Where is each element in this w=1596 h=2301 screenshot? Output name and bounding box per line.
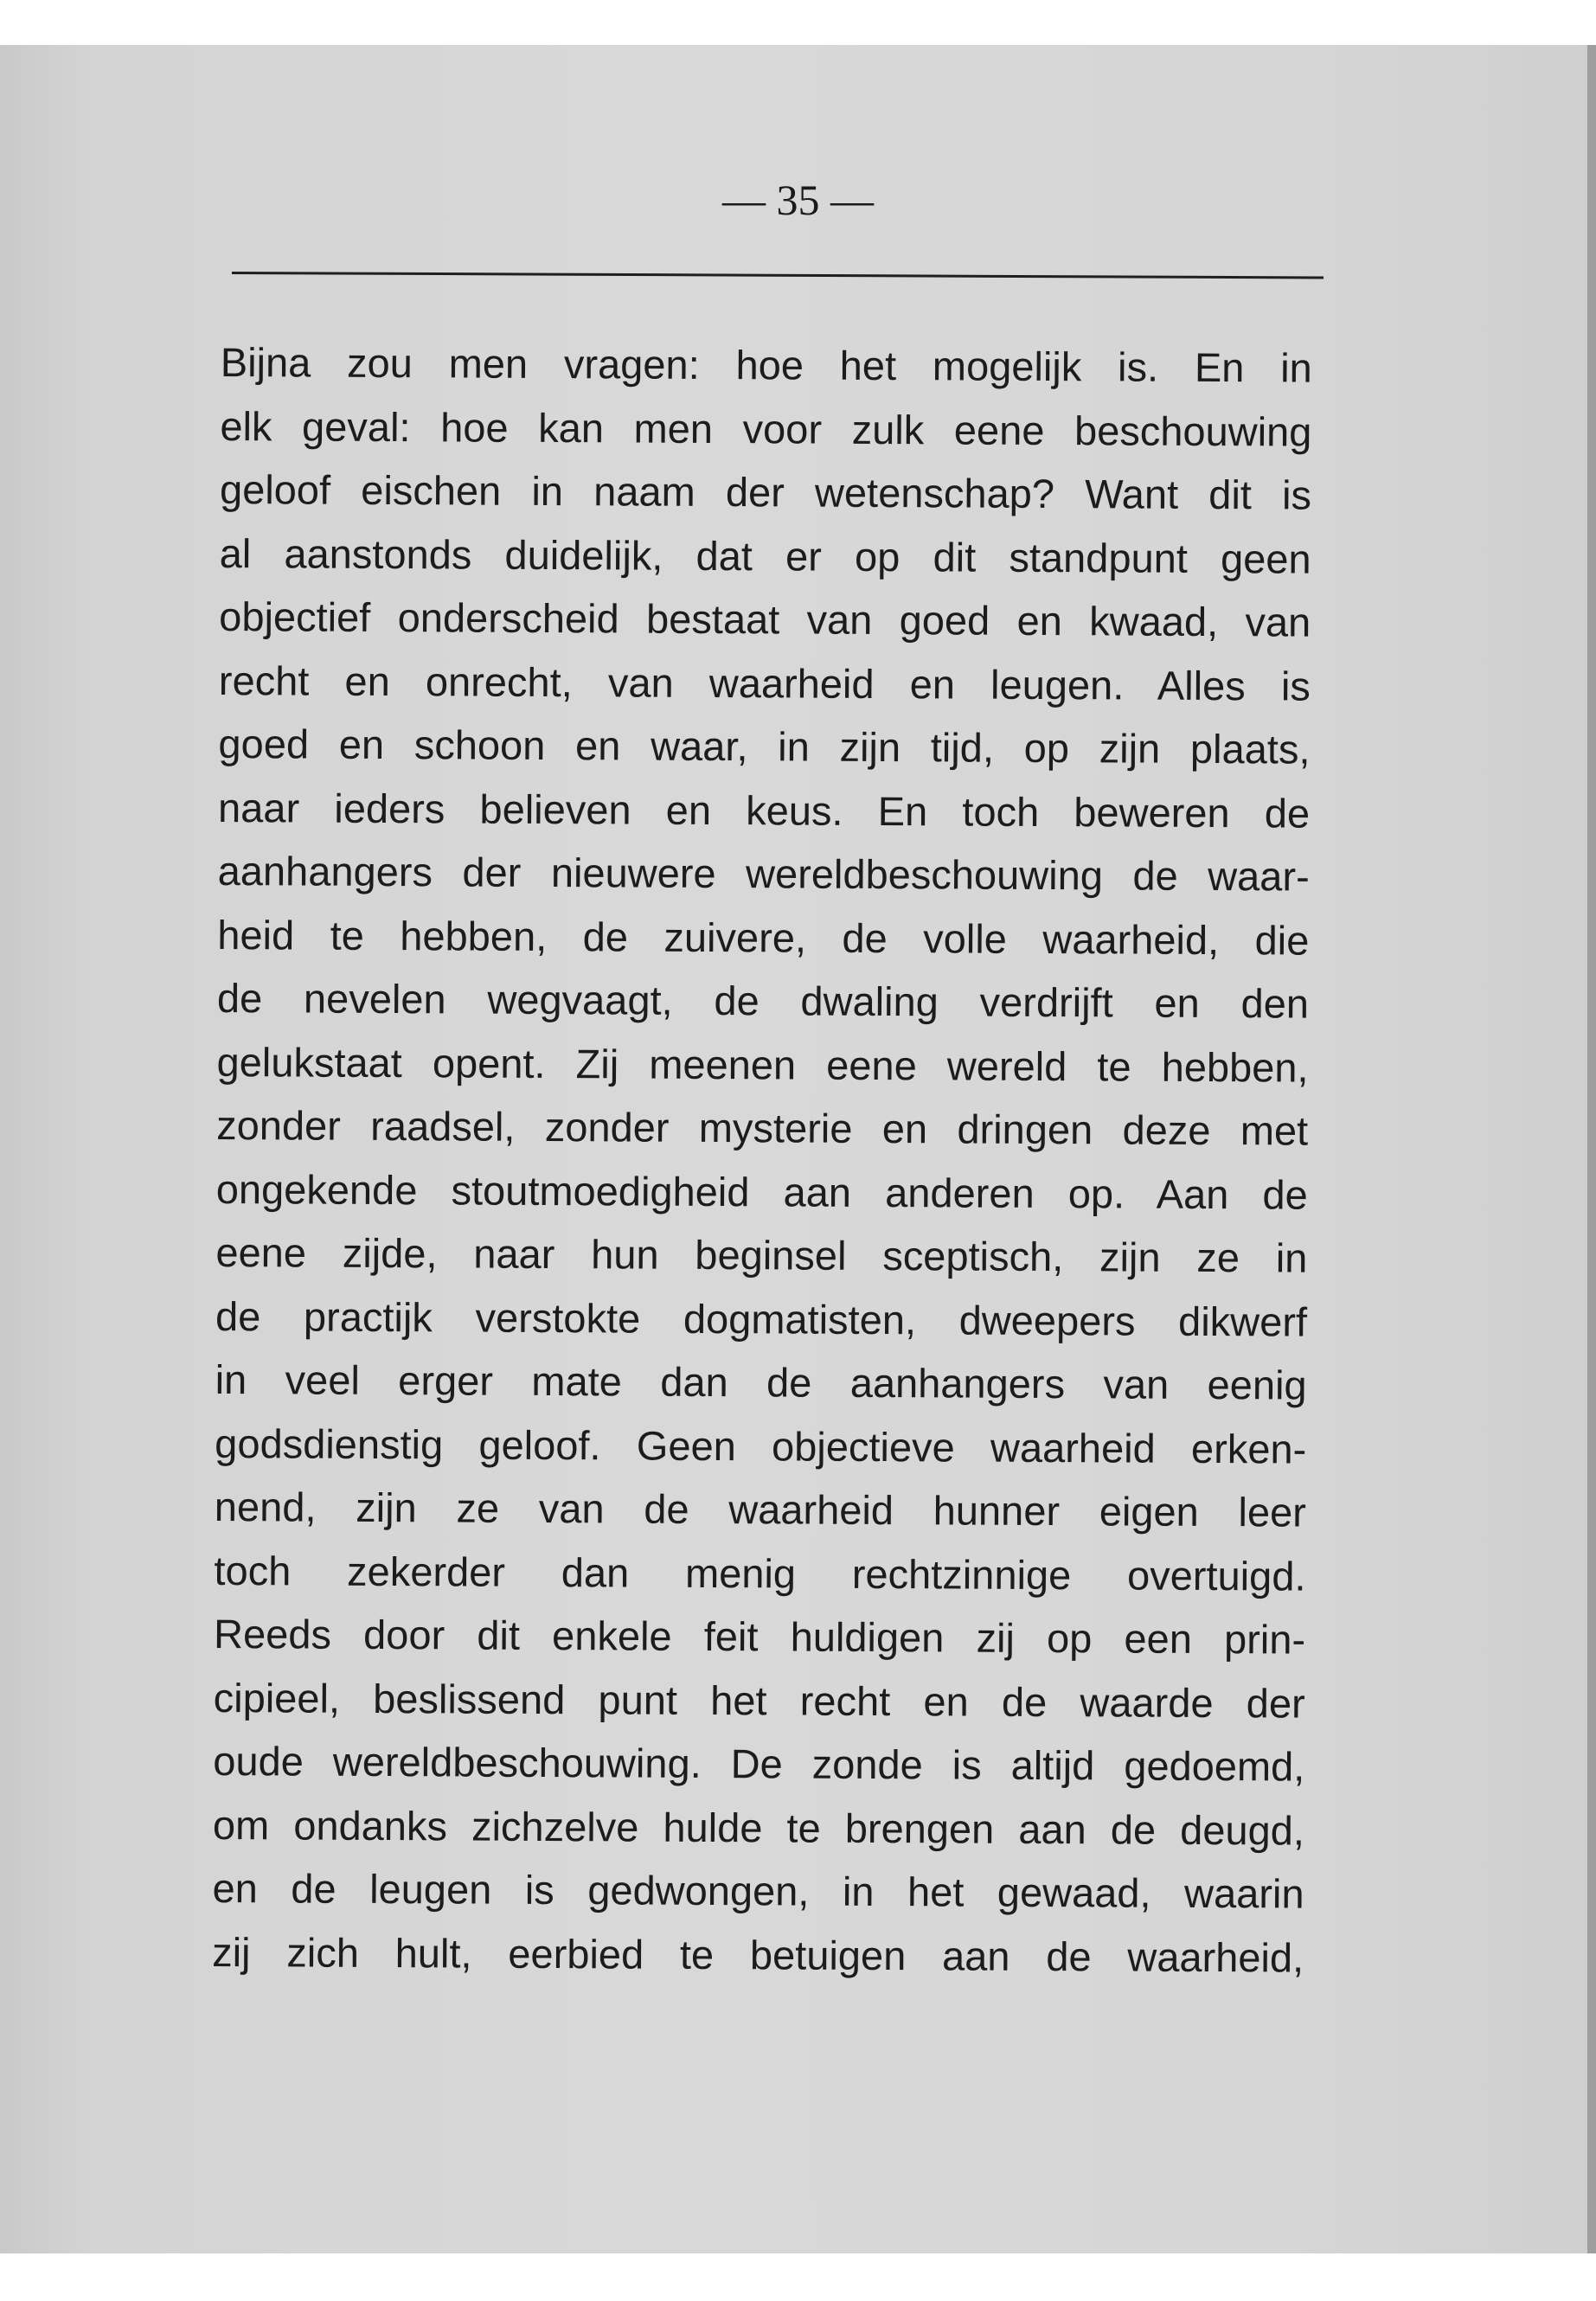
text-line: de nevelen wegvaagt, de dwaling verdrijft en den [216, 974, 1310, 1027]
text-line: cipieel, beslissend punt het recht en de waarde der [213, 1674, 1305, 1727]
text-line: gelukstaat opent. Zij meenen eene wereld te hebben, [216, 1038, 1309, 1091]
body-text [212, 330, 1312, 1990]
text-line: geloof eischen in naam der wetenschap? Want dit is [219, 465, 1312, 518]
page-number: — 35 — [722, 176, 874, 224]
text-line: zonder raadsel, zonder mysterie en dringen deze met [216, 1101, 1309, 1154]
text-line: toch zekerder dan menig rechtzinnige overtuigd. [214, 1547, 1306, 1599]
text-line: zij zich hult, eerbied te betuigen aan de waarheid, [212, 1928, 1304, 1981]
text-line: objectief onderscheid bestaat van goed en kwaad, van [219, 593, 1311, 645]
text-line: in veel erger mate dan de aanhangers van eenig [215, 1356, 1307, 1408]
text-line: eene zijde, naar hun beginsel sceptisch, zijn ze in [215, 1228, 1308, 1281]
text-line: ongekende stoutmoedigheid aan anderen op. Aan de [215, 1165, 1308, 1218]
text-line: Bijna zou men vragen: hoe het mogelijk is. En in [220, 338, 1312, 391]
text-line: nend, zijn ze van de waarheid hunner eigen leer [214, 1483, 1307, 1535]
text-line: naar ieders believen en keus. En toch beweren de [217, 784, 1311, 836]
book-page [0, 45, 1596, 2253]
text-line: en de leugen is gedwongen, in het gewaad, waarin [212, 1864, 1304, 1917]
text-line: heid te hebben, de zuivere, de volle waarheid, die [217, 911, 1310, 964]
page-edge-shadow [1587, 45, 1596, 2253]
text-line: al aanstonds duidelijk, dat er op dit standpunt geen [219, 529, 1311, 582]
header-rule [232, 272, 1324, 279]
text-line: recht en onrecht, van waarheid en leugen. Alles is [218, 657, 1311, 709]
text-line: oude wereldbeschouwing. De zonde is altijd gedoemd, [213, 1737, 1305, 1790]
text-line: goed en schoon en waar, in zijn tijd, op zijn plaats, [218, 720, 1311, 772]
text-line: aanhangers der nieuwere wereldbeschouwing de waar- [217, 847, 1310, 900]
text-line: de practijk verstokte dogmatisten, dweepers dikwerf [215, 1292, 1308, 1345]
text-line: godsdienstig geloof. Geen objectieve waarheid erken- [215, 1420, 1307, 1472]
text-line: Reeds door dit enkele feit huldigen zij op een prin- [213, 1610, 1306, 1663]
text-line: elk geval: hoe kan men voor zulk eene beschouwing [220, 402, 1312, 455]
text-line: om ondanks zichzelve hulde te brengen aan de deugd, [212, 1801, 1305, 1854]
